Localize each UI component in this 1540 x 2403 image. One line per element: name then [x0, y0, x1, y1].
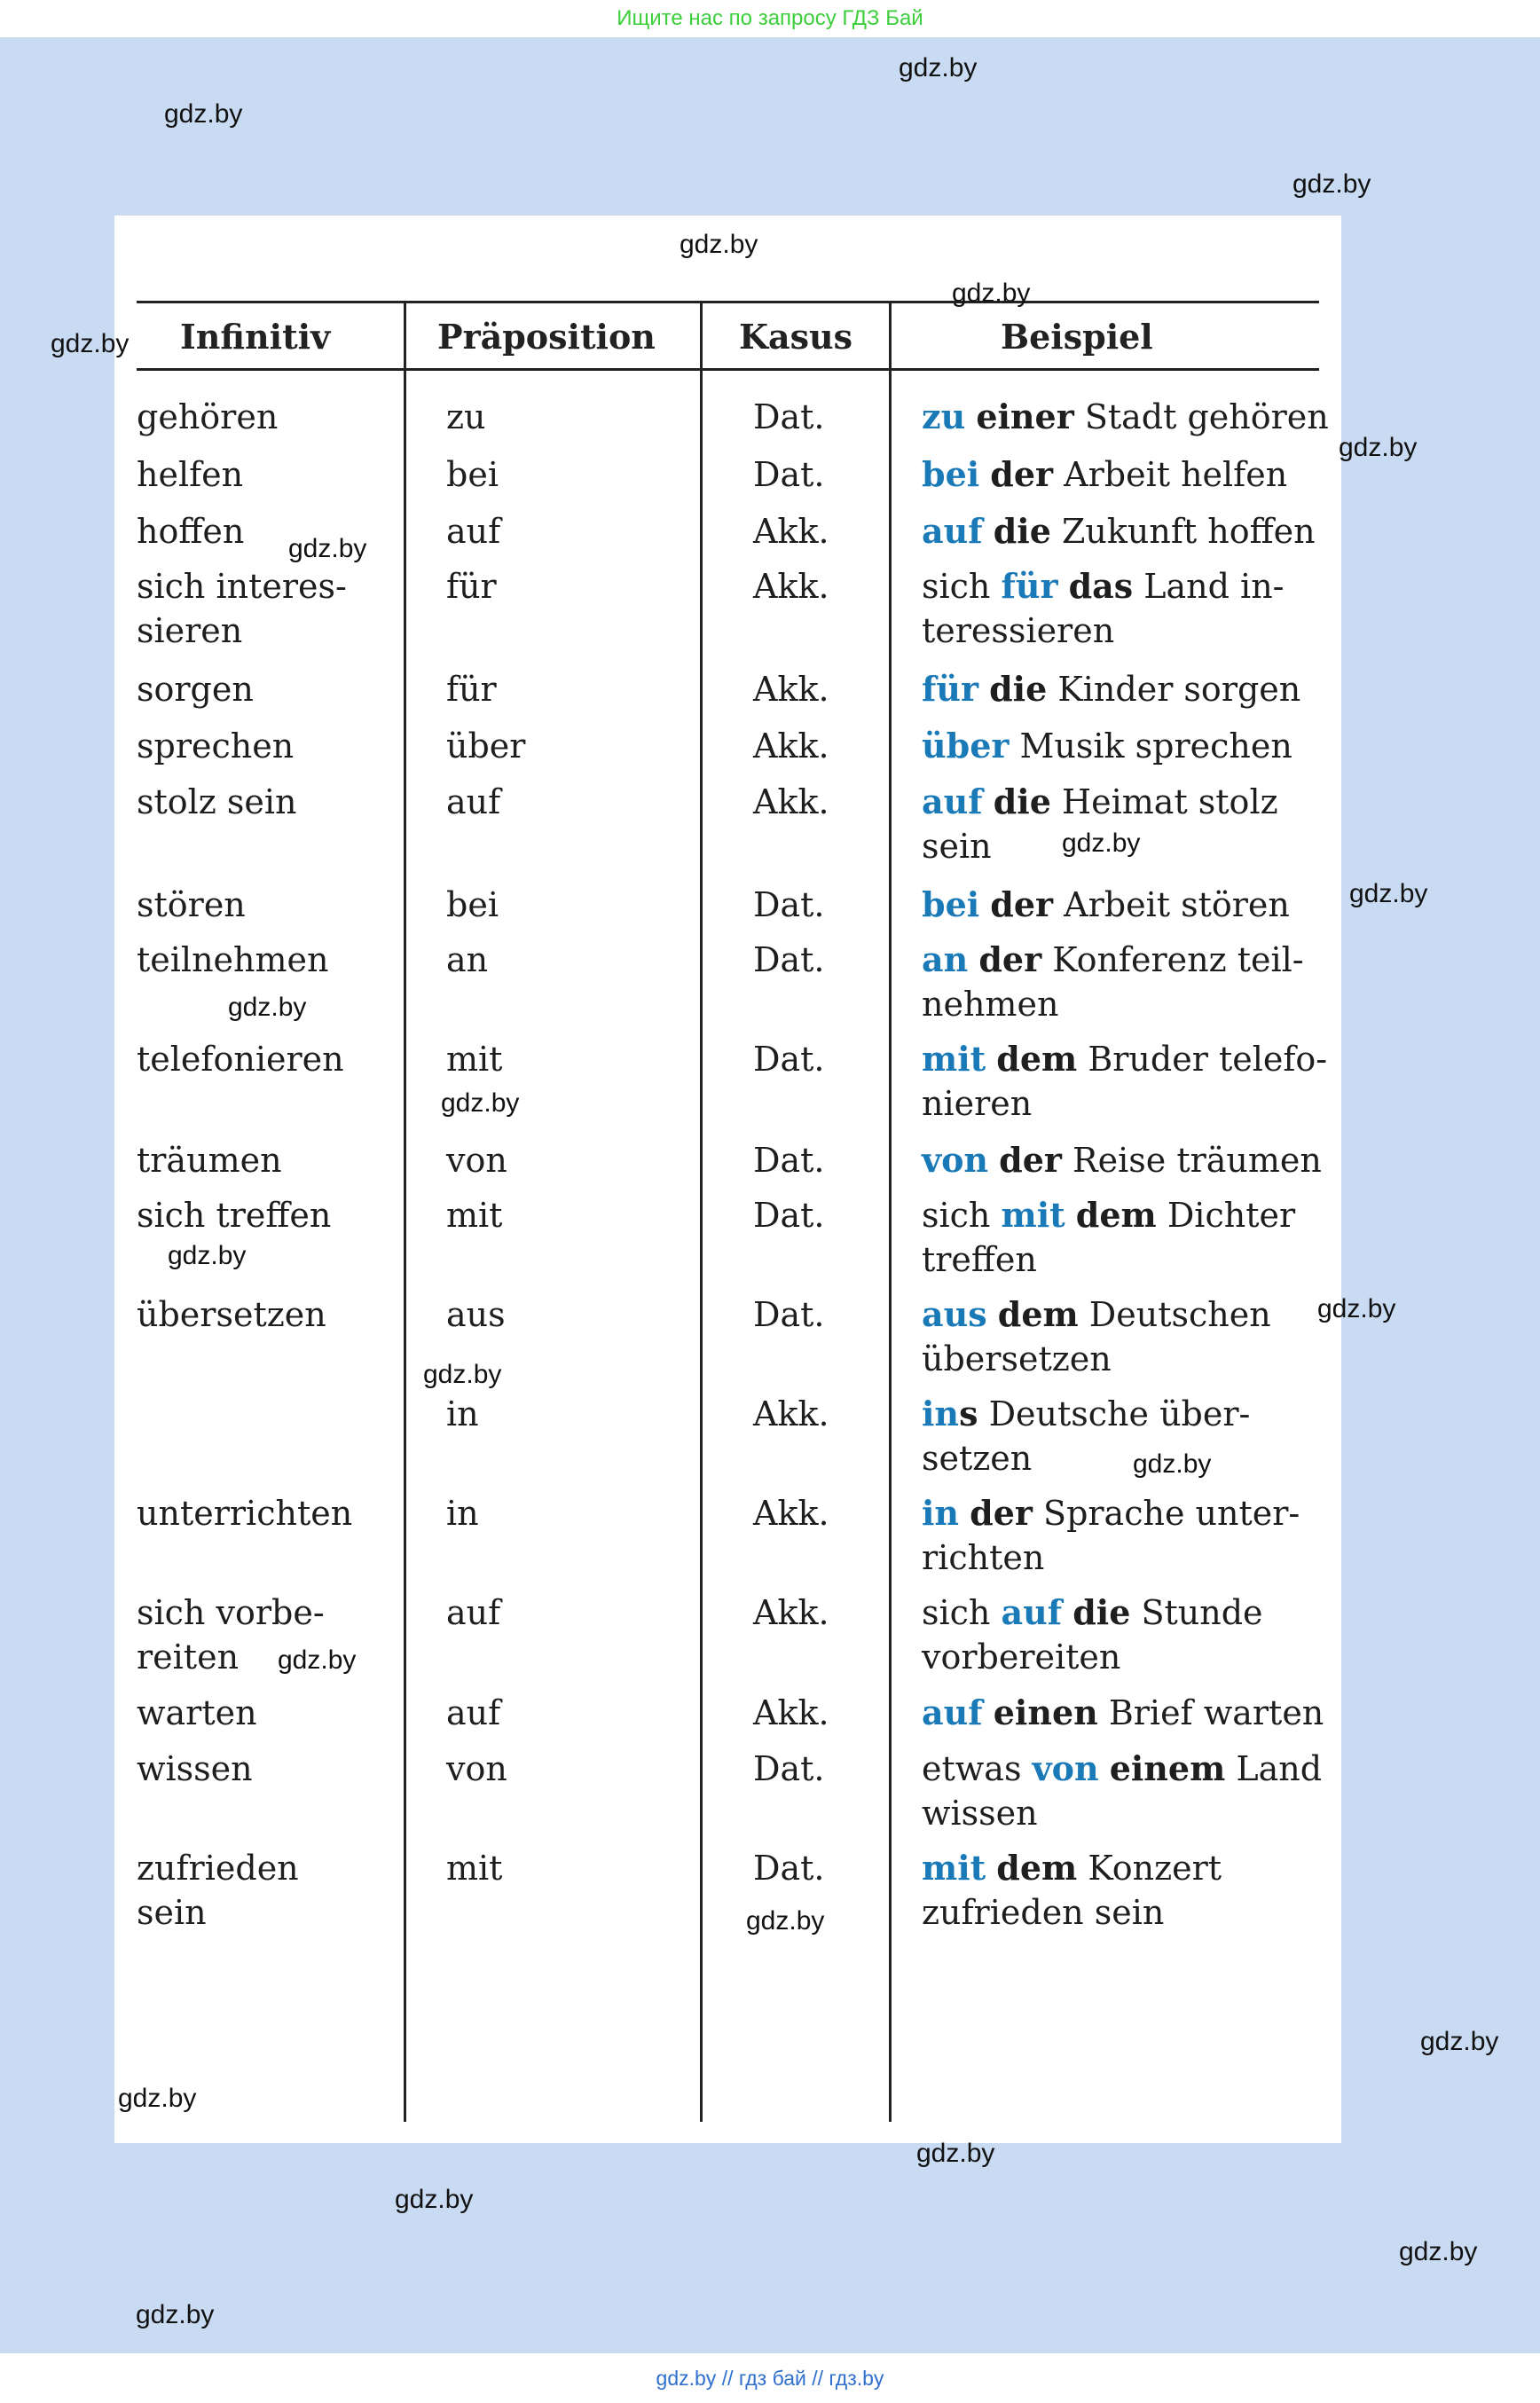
header-infinitiv: Infinitiv — [180, 317, 331, 357]
cell-prep: für — [446, 670, 497, 709]
cell-prep: mit — [446, 1196, 503, 1235]
example-text: übersetzen — [922, 1339, 1112, 1378]
cell-inf: helfen — [137, 455, 244, 494]
header-kasus: Kasus — [739, 317, 853, 357]
preposition-highlight: auf — [1001, 1592, 1063, 1632]
example-text: Land in- — [1133, 567, 1285, 606]
watermark: gdz.by — [1062, 828, 1141, 858]
cell-beispiel — [922, 883, 1290, 927]
example-text: Heimat stolz — [1050, 782, 1278, 821]
cell-inf: hoffen — [137, 512, 245, 551]
cell-prep: auf — [446, 782, 501, 821]
watermark: gdz.by — [164, 99, 243, 129]
preposition-highlight: in — [922, 1493, 960, 1533]
cell-inf: sein — [137, 1893, 207, 1932]
example-text — [1062, 1593, 1072, 1632]
example-text: Zukunft hoffen — [1050, 512, 1316, 551]
watermark: gdz.by — [168, 1241, 247, 1270]
cell-kasus: Akk. — [753, 782, 829, 821]
cell-kasus: Dat. — [753, 940, 825, 979]
cell-kasus: Dat. — [753, 1295, 825, 1334]
cell-beispiel — [922, 1491, 1300, 1535]
watermark: gdz.by — [441, 1088, 520, 1118]
cell-prep: zu — [446, 397, 486, 436]
cell-beispiel — [922, 780, 1278, 824]
cell-prep: bei — [446, 885, 499, 924]
preposition-highlight: für — [1001, 566, 1058, 606]
example-text: Musik sprechen — [1009, 726, 1292, 766]
cell-prep: auf — [446, 1593, 501, 1632]
example-text — [979, 885, 990, 924]
cell-prep: bei — [446, 455, 499, 494]
example-text — [1099, 1749, 1110, 1788]
article-bold: der — [999, 1140, 1062, 1180]
example-text: Arbeit helfen — [1053, 455, 1288, 494]
watermark: gdz.by — [51, 329, 130, 358]
example-text: Dichter — [1156, 1196, 1296, 1235]
cell-beispiel — [922, 1590, 1263, 1635]
article-bold: einer — [976, 397, 1074, 436]
article-bold: der — [970, 1493, 1033, 1533]
watermark: gdz.by — [288, 534, 367, 563]
preposition-highlight: bei — [922, 454, 980, 494]
article-bold: dem — [997, 1294, 1079, 1334]
example-text: sein — [922, 827, 992, 866]
cell-kasus: Akk. — [753, 670, 829, 709]
cell-beispiel — [922, 1392, 1250, 1436]
cell-beispiel — [922, 452, 1287, 497]
cell-beispiel — [922, 1846, 1222, 1890]
cell-beispiel — [922, 1535, 1044, 1580]
cell-prep: in — [446, 1494, 479, 1533]
watermark: gdz.by — [1420, 2027, 1499, 2056]
cell-inf: wissen — [137, 1749, 253, 1788]
watermark: gdz.by — [1292, 169, 1371, 199]
example-text: setzen — [922, 1439, 1033, 1478]
example-text — [1065, 1196, 1076, 1235]
cell-kasus: Akk. — [753, 1494, 829, 1533]
cell-beispiel — [922, 667, 1300, 711]
article-bold: s — [959, 1394, 978, 1433]
cell-kasus: Dat. — [753, 397, 825, 436]
preposition-highlight: über — [922, 726, 1010, 766]
watermark: gdz.by — [228, 993, 307, 1022]
bottom-banner: gdz.by // гдз бай // гдз.by — [656, 2367, 884, 2390]
cell-inf: sprechen — [137, 726, 295, 766]
cell-kasus: Akk. — [753, 512, 829, 551]
example-text: sich — [922, 1196, 1002, 1235]
cell-beispiel — [922, 1292, 1271, 1337]
preposition-highlight: von — [922, 1140, 989, 1180]
example-text: zufrieden sein — [922, 1893, 1165, 1932]
preposition-highlight: auf — [922, 1692, 983, 1732]
preposition-highlight: mit — [1001, 1195, 1065, 1235]
cell-beispiel — [922, 1237, 1037, 1282]
cell-inf: teilnehmen — [137, 940, 329, 979]
article-bold: dem — [996, 1039, 1078, 1079]
example-text — [986, 1040, 996, 1079]
cell-beispiel — [922, 1691, 1324, 1735]
example-text: Brief warten — [1097, 1693, 1324, 1732]
cell-kasus: Dat. — [753, 1040, 825, 1079]
cell-beispiel — [922, 1337, 1112, 1381]
cell-beispiel — [922, 1791, 1038, 1835]
cell-kasus: Dat. — [753, 1196, 825, 1235]
example-text — [988, 1141, 999, 1180]
cell-kasus: Dat. — [753, 455, 825, 494]
cell-inf: sieren — [137, 611, 243, 650]
watermark: gdz.by — [952, 279, 1031, 308]
cell-beispiel — [922, 1747, 1322, 1791]
cell-prep: auf — [446, 512, 501, 551]
cell-kasus: Dat. — [753, 885, 825, 924]
example-text — [986, 1849, 996, 1888]
cell-beispiel — [922, 564, 1285, 609]
example-text — [983, 512, 994, 551]
cell-kasus: Akk. — [753, 1593, 829, 1632]
example-text: etwas — [922, 1749, 1033, 1788]
cell-inf: gehören — [137, 397, 279, 436]
article-bold: der — [978, 939, 1042, 979]
cell-inf: sich interes- — [137, 567, 347, 606]
example-text: treffen — [922, 1240, 1037, 1279]
cell-kasus: Dat. — [753, 1749, 825, 1788]
cell-inf: telefonieren — [137, 1040, 344, 1079]
article-bold: dem — [1075, 1195, 1157, 1235]
cell-prep: von — [446, 1749, 507, 1788]
preposition-highlight: auf — [922, 511, 983, 551]
cell-inf: warten — [137, 1693, 257, 1732]
cell-inf: zufrieden — [137, 1849, 299, 1888]
article-bold: die — [993, 511, 1051, 551]
preposition-highlight: in — [922, 1394, 960, 1433]
example-text — [965, 397, 976, 436]
cell-beispiel — [922, 1436, 1032, 1480]
cell-kasus: Akk. — [753, 1693, 829, 1732]
cell-beispiel — [922, 395, 1329, 439]
watermark: gdz.by — [1133, 1449, 1212, 1479]
cell-beispiel — [922, 1138, 1322, 1182]
cell-inf: stören — [137, 885, 246, 924]
example-text — [979, 455, 990, 494]
column-divider — [700, 303, 703, 2122]
example-text: Bruder telefo- — [1077, 1040, 1328, 1079]
cell-kasus: Dat. — [753, 1849, 825, 1888]
table-top-rule — [137, 301, 1319, 303]
header-praeposition: Präposition — [437, 317, 656, 357]
preposition-highlight: zu — [922, 397, 966, 436]
cell-prep: auf — [446, 1693, 501, 1732]
article-bold: dem — [996, 1848, 1078, 1888]
header-beispiel: Beispiel — [1001, 317, 1153, 357]
example-text — [983, 782, 994, 821]
watermark: gdz.by — [1339, 433, 1418, 462]
watermark: gdz.by — [395, 2185, 474, 2214]
watermark: gdz.by — [118, 2084, 197, 2113]
cell-kasus: Akk. — [753, 726, 829, 766]
example-text: Reise träumen — [1061, 1141, 1322, 1180]
example-text — [987, 1295, 998, 1334]
cell-prep: über — [446, 726, 526, 766]
cell-inf: reiten — [137, 1637, 240, 1677]
cell-prep: in — [446, 1394, 479, 1433]
cell-beispiel — [922, 982, 1058, 1026]
top-banner: Ищите нас по запросу ГДЗ Бай — [617, 6, 923, 30]
example-text: Stadt gehören — [1073, 397, 1329, 436]
article-bold: das — [1068, 566, 1134, 606]
example-text: nieren — [922, 1084, 1033, 1123]
example-text: Sprache unter- — [1032, 1494, 1300, 1533]
example-text — [978, 670, 989, 709]
watermark: gdz.by — [1317, 1294, 1396, 1323]
preposition-highlight: aus — [922, 1294, 987, 1334]
example-text: Stunde — [1130, 1593, 1263, 1632]
preposition-highlight: bei — [922, 884, 980, 924]
cell-beispiel — [922, 1081, 1032, 1126]
table-header-rule — [137, 368, 1319, 371]
preposition-highlight: auf — [922, 781, 983, 821]
watermark: gdz.by — [423, 1360, 502, 1389]
example-text: Deutschen — [1078, 1295, 1271, 1334]
watermark: gdz.by — [1399, 2237, 1478, 2266]
watermark: gdz.by — [899, 53, 978, 82]
cell-inf: sich vorbe- — [137, 1593, 325, 1632]
example-text: wissen — [922, 1794, 1038, 1833]
example-text: richten — [922, 1538, 1045, 1577]
cell-beispiel — [922, 1635, 1120, 1679]
example-text: Arbeit stören — [1053, 885, 1290, 924]
example-text: sich — [922, 567, 1002, 606]
article-bold: die — [989, 669, 1048, 709]
cell-kasus: Dat. — [753, 1141, 825, 1180]
column-divider — [889, 303, 892, 2122]
cell-inf: träumen — [137, 1141, 282, 1180]
example-text: Kinder sorgen — [1047, 670, 1301, 709]
cell-inf: sich treffen — [137, 1196, 332, 1235]
example-text: Land — [1225, 1749, 1323, 1788]
article-bold: der — [990, 884, 1054, 924]
cell-inf: sorgen — [137, 670, 254, 709]
cell-inf: stolz sein — [137, 782, 297, 821]
preposition-highlight: mit — [922, 1848, 986, 1888]
article-bold: einem — [1109, 1748, 1226, 1788]
example-text: teressieren — [922, 611, 1115, 650]
watermark: gdz.by — [916, 2139, 995, 2168]
column-divider — [404, 303, 406, 2122]
example-text: Deutsche über- — [978, 1394, 1251, 1433]
cell-beispiel — [922, 724, 1292, 768]
watermark: gdz.by — [136, 2300, 215, 2329]
watermark: gdz.by — [746, 1906, 825, 1936]
article-bold: einen — [993, 1692, 1098, 1732]
cell-prep: aus — [446, 1295, 506, 1334]
preposition-highlight: an — [922, 939, 969, 979]
example-text: vorbereiten — [922, 1637, 1121, 1677]
cell-beispiel — [922, 1037, 1327, 1081]
cell-prep: an — [446, 940, 489, 979]
article-bold: die — [1072, 1592, 1131, 1632]
cell-beispiel — [922, 509, 1316, 554]
example-text — [959, 1494, 970, 1533]
preposition-highlight: mit — [922, 1039, 986, 1079]
cell-prep: mit — [446, 1040, 503, 1079]
example-text: Konzert — [1077, 1849, 1222, 1888]
example-text — [983, 1693, 994, 1732]
preposition-highlight: für — [922, 669, 978, 709]
preposition-highlight: von — [1032, 1748, 1099, 1788]
cell-prep: für — [446, 567, 497, 606]
example-text — [1058, 567, 1069, 606]
cell-prep: mit — [446, 1849, 503, 1888]
watermark: gdz.by — [1349, 879, 1428, 908]
example-text: Konferenz teil- — [1041, 940, 1304, 979]
example-text — [968, 940, 978, 979]
cell-kasus: Akk. — [753, 1394, 829, 1433]
cell-prep: von — [446, 1141, 507, 1180]
cell-beispiel — [922, 824, 992, 868]
cell-beispiel — [922, 938, 1304, 982]
article-bold: die — [993, 781, 1051, 821]
example-text: nehmen — [922, 985, 1059, 1024]
watermark: gdz.by — [680, 230, 758, 259]
cell-kasus: Akk. — [753, 567, 829, 606]
cell-beispiel — [922, 1890, 1164, 1935]
article-bold: der — [990, 454, 1054, 494]
cell-inf: unterrichten — [137, 1494, 353, 1533]
example-text: sich — [922, 1593, 1002, 1632]
watermark: gdz.by — [278, 1645, 357, 1675]
cell-beispiel — [922, 609, 1114, 653]
cell-beispiel — [922, 1193, 1295, 1237]
cell-inf: übersetzen — [137, 1295, 326, 1334]
